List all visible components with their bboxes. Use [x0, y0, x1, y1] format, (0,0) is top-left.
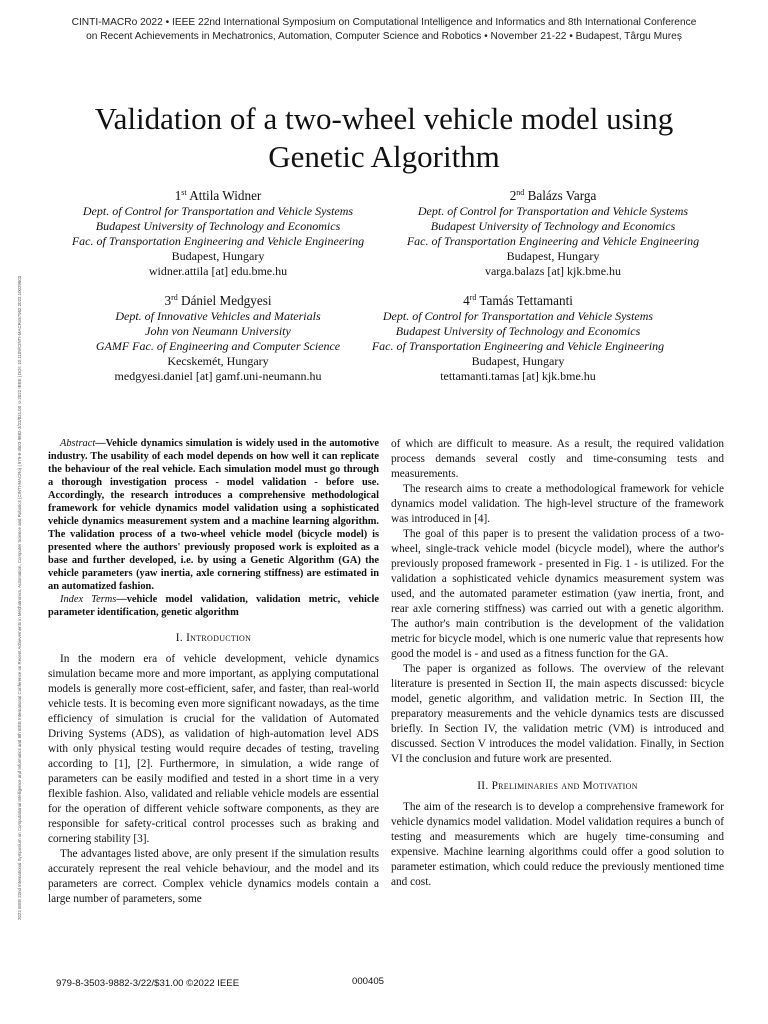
section-heading: II. Preliminaries and Motivation: [477, 780, 638, 792]
paper-title: [60, 100, 708, 176]
author-name-line: 2nd Balázs Varga: [509, 188, 597, 203]
paragraph: In the modern era of vehicle development, vehicle dynamics simulation became more and more important, as applying computational models is generally more cost-efficient, safer, and faster, than real-world vehicle tests. It is becoming even more significant nowadays, as the time efficiency of simulation is crucial for the validation of Automated Driving Systems (ADS), as validation of high-automation level ADS with only physical testing would require decades of testing, traveling according to [1], [2]. Furthermore, in simulation, a wide range of parameters can be easily modified and tested in a short time in a very flexible fashion. Also, validated and reliable vehicle models are essential for the operation of different vehicle software components, as they are responsible for safety-critical control processes such as braking and cornering stability [3].: [48, 653, 379, 845]
conference-header: [40, 16, 728, 44]
author-city: Kecskemét, Hungary: [167, 354, 269, 368]
author-affiliation: John von Neumann University: [145, 324, 291, 338]
side-citation-strip: 2022 IEEE 22nd International Symposium on Computational Intelligence and Informatics and 8th IEEE International Conference on Recent Achievements in Mechatronics, Automation, Computer Science and Robotics (CINTI-MACRo) | 979-8-3503-9882-3/22/$31.00 ©2022 IEEE | DOI: 10.1109/CINTI-MACRo57952.2022.10029503: [17, 275, 22, 920]
author-name: Tamás Tettamanti: [479, 293, 573, 308]
paragraph: The aim of the research is to develop a comprehensive framework for vehicle dynamics model validation. Model validation requires a bunch of testing and measurements which are hugely time-consuming and expensive. Machine learning algorithms could offer a good solution to parameter estimation, which could reduce the previously mentioned time and cost.: [391, 801, 724, 888]
left-column: [48, 437, 379, 907]
author-name: Balázs Varga: [527, 188, 597, 203]
author-name: Attila Widner: [189, 188, 262, 203]
conference-header-line-1: CINTI-MACRo 2022 • IEEE 22nd International Symposium on Computational Intelligence and Informatics and 8th International Conference: [71, 17, 697, 28]
conference-header-line-2: on Recent Achievements in Mechatronics, Automation, Computer Science and Robotics • November 21-22 • Budapest, Târgu Mureș: [86, 31, 682, 42]
author-city: Budapest, Hungary: [171, 249, 265, 263]
author-affiliation: GAMF Fac. of Engineering and Computer Science: [95, 339, 341, 353]
author-city: Budapest, Hungary: [471, 354, 565, 368]
author-email: tettamanti.tamas [at] kjk.bme.hu: [440, 369, 596, 383]
paragraph: The advantages listed above, are only present if the simulation results accurately represent the real vehicle behaviour, and the model and its parameters are correct. Complex vehicle dynamics models contain a large number of parameters, some: [48, 848, 379, 905]
paragraph: The research aims to create a methodological framework for vehicle dynamics model validation. The high-level structure of the framework was introduced in [4].: [391, 483, 724, 525]
author-email: widner.attila [at] edu.bme.hu: [148, 264, 288, 278]
page-number: 000405: [352, 976, 385, 987]
paragraph: The paper is organized as follows. The overview of the relevant literature is presented in Section II, the main aspects discussed: bicycle model, genetic algorithm, and validation metric. In Section III, the preparatory measurements and the vehicle dynamics tests are discussed briefly. In Section IV, the validation metric (VM) is introduced and discussed. Section V introduces the model validation. Finally, in Section VI the conclusion and future work are presented.: [391, 663, 724, 765]
author-city: Budapest, Hungary: [506, 249, 600, 263]
author-affiliation: Dept. of Control for Transportation and Vehicle Systems: [82, 204, 354, 218]
author-affiliation: Budapest University of Technology and Economics: [95, 219, 341, 233]
author-block-2: [383, 187, 723, 279]
section-heading: I. Introduction: [175, 632, 252, 644]
author-email: varga.balazs [at] kjk.bme.hu: [484, 264, 622, 278]
author-affiliation: Dept. of Innovative Vehicles and Materials: [115, 309, 321, 323]
paper-title-line-1: Validation of a two-wheel vehicle model using: [94, 101, 674, 136]
author-affiliation: Dept. of Control for Transportation and Vehicle Systems: [417, 204, 689, 218]
paragraph-continued: of which are difficult to measure. As a result, the required validation process demands several costly and time-consuming tests and measurements.: [391, 438, 724, 480]
author-affiliation: Fac. of Transportation Engineering and Vehicle Engineering: [71, 234, 365, 248]
author-affiliation: Budapest University of Technology and Economics: [395, 324, 641, 338]
paragraph: The goal of this paper is to present the validation process of a two-wheel, single-track vehicle model (bicycle model), where the author's previously proposed framework - presented in Fig. 1 - is utilized. For the validation a sophisticated vehicle dynamics measurement system was used, and the automated parameter estimation (yaw inertia, front, and rear axle cornering stiffness) was carried out with a genetic algorithm. The author's main contribution is the development of the validation metric for bicycle model, which is one numeric value that represents how good the model is - and used as a fitness function for the GA.: [391, 528, 724, 660]
index-terms-text: —vehicle model validation, validation metric, vehicle parameter identification, genetic algorithm: [48, 594, 379, 618]
author-block-3: [48, 292, 388, 384]
footer-isbn: 979-8-3503-9882-3/22/$31.00 ©2022 IEEE: [56, 978, 240, 989]
author-block-4: [348, 292, 688, 384]
author-name-line: 3rd Dániel Medgyesi: [164, 293, 272, 308]
author-name-line: 4rd Tamás Tettamanti: [463, 293, 573, 308]
index-terms: [48, 593, 379, 619]
author-email: medgyesi.daniel [at] gamf.uni-neumann.hu: [114, 369, 322, 383]
right-column: [391, 437, 724, 890]
author-name-line: 1st Attila Widner: [174, 188, 262, 203]
author-name: Dániel Medgyesi: [181, 293, 272, 308]
author-affiliation: Dept. of Control for Transportation and Vehicle Systems: [382, 309, 654, 323]
abstract: [48, 437, 379, 593]
paper-title-line-2: Genetic Algorithm: [268, 139, 500, 174]
index-terms-label: Index Terms: [60, 594, 117, 605]
author-affiliation: Fac. of Transportation Engineering and Vehicle Engineering: [406, 234, 700, 248]
author-block-1: [48, 187, 388, 279]
author-affiliation: Budapest University of Technology and Economics: [430, 219, 676, 233]
author-affiliation: Fac. of Transportation Engineering and Vehicle Engineering: [371, 339, 665, 353]
abstract-label: Abstract: [60, 438, 96, 449]
abstract-text: —Vehicle dynamics simulation is widely used in the automotive industry. The usability of each model depends on how well it can replicate the behaviour of the real vehicle. Each simulation model must go through a thorough investigation process - model validation - before use. Accordingly, the research introduces a comprehensive methodological framework for vehicle dynamics model validation using a sophisticated vehicle dynamics measurement system and a machine learning algorithm. The validation process of a two-wheel vehicle model (bicycle model) is presented where the authors' previously proposed work is exploited as a base and further developed, i.e. by using a Genetic Algorithm (GA) the vehicle parameters (yaw inertia, axle cornering stiffness) are estimated in an automatized fashion.: [48, 438, 379, 592]
